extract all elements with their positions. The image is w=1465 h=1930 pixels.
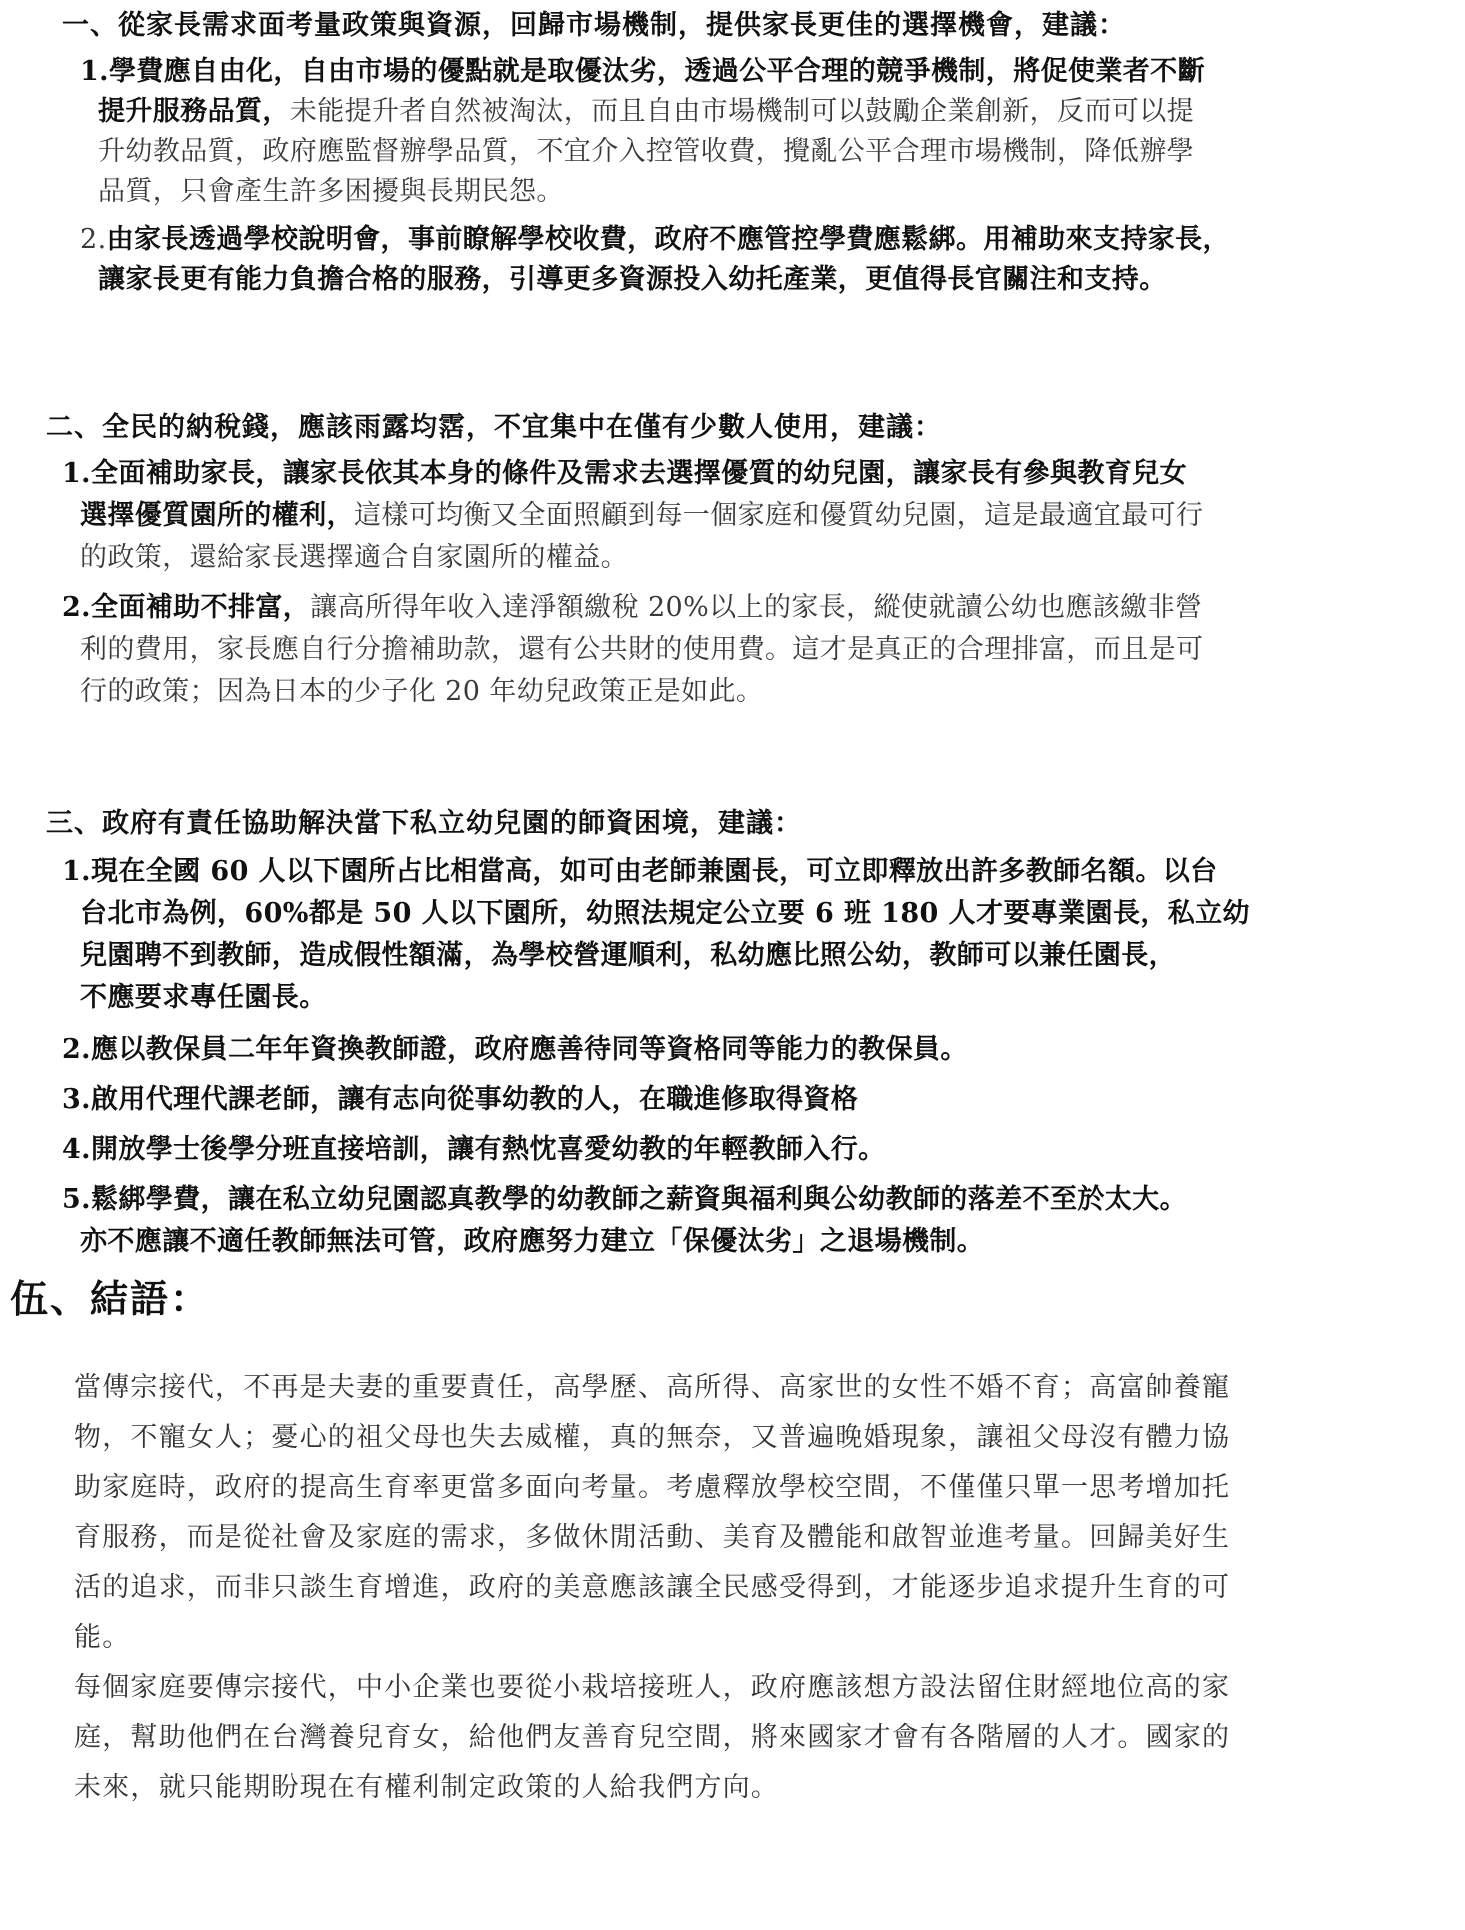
- section-3-item-4: [62, 1130, 886, 1170]
- section-3-item-1-line-3: [80, 936, 1176, 976]
- section-1-item-1-line-2: [98, 92, 1194, 132]
- text-run: 1.學費應自由化，自由市場的優點就是取優汰劣，透過公平合理的競爭機制，將促使業者不斷: [80, 56, 1205, 87]
- text-run: 行的政策；因為日本的少子化 20 年幼兒政策正是如此。: [80, 676, 764, 707]
- section-1-item-2-line-2: [98, 260, 1167, 300]
- section-1-item-1-line-4: [98, 172, 564, 212]
- section-2-item-2-line-3: [80, 672, 763, 712]
- section-1-item-1-line-3: [98, 132, 1194, 172]
- text-run: 台北市為例，60%都是 50 人以下園所，幼照法規定公立要 6 班 180 人才要專業園長，私立幼: [80, 898, 1250, 929]
- section-1-item-2-line-1: [80, 220, 1230, 260]
- text-run: 2.應以教保員二年年資換教師證，政府應善待同等資格同等能力的教保員。: [62, 1034, 968, 1065]
- text-run: 利的費用，家長應自行分擔補助款，還有公共財的使用費。這才是真正的合理排富，而且是可: [80, 634, 1204, 665]
- text-run: 不應要求專任園長。: [80, 982, 327, 1013]
- section-3-item-1-line-1: [62, 852, 1218, 892]
- text-run: 選擇優質園所的權利，: [80, 500, 354, 531]
- section-2-item-1-line-3: [80, 538, 628, 578]
- text-run: 讓家長更有能力負擔合格的服務，引導更多資源投入幼托產業，更值得長官關注和支持。: [98, 264, 1167, 295]
- section-3-item-1-line-4: [80, 978, 327, 1018]
- text-run: 讓高所得年收入達淨額繳稅 20%以上的家長，縱使就讀公幼也應該繳非營: [310, 592, 1203, 623]
- text-run: 4.開放學士後學分班直接培訓，讓有熱忱喜愛幼教的年輕教師入行。: [62, 1134, 886, 1165]
- section-3-item-5-line-2: [80, 1222, 984, 1262]
- conclusion-p1-line-6: 能。: [74, 1622, 131, 1653]
- text-run: 提升服務品質，: [98, 96, 290, 127]
- section-3-item-5-line-1: [62, 1180, 1187, 1220]
- section-2-item-1-line-2: [80, 496, 1203, 536]
- text-run: 2.: [80, 224, 107, 255]
- conclusion-p2-line-1: 每個家庭要傳宗接代，中小企業也要從小栽培接班人，政府應該想方設法留住財經地位高的家: [74, 1672, 1231, 1703]
- conclusion-heading: 伍、結語：: [10, 1276, 211, 1321]
- section-2-item-2-line-2: [80, 630, 1203, 670]
- section-3-item-3: [62, 1080, 858, 1120]
- section-3-heading: 三、政府有責任協助解決當下私立幼兒園的師資困境，建議：: [46, 808, 802, 839]
- text-run: 的政策，還給家長選擇適合自家園所的權益。: [80, 542, 628, 573]
- text-run: 5.鬆綁學費，讓在私立幼兒園認真教學的幼教師之薪資與福利與公幼教師的落差不至於太大。: [62, 1184, 1187, 1215]
- section-1-item-1-line-1: [80, 52, 1205, 92]
- conclusion-p2-line-3: 未來，就只能期盼現在有權利制定政策的人給我們方向。: [74, 1772, 779, 1803]
- text-run: 未能提升者自然被淘汰，而且自由市場機制可以鼓勵企業創新，反而可以提: [289, 96, 1195, 127]
- conclusion-p2-line-2: 庭，幫助他們在台灣養兒育女，給他們友善育兒空間，將來國家才會有各階層的人才。國家的: [74, 1722, 1231, 1753]
- text-run: 這樣可均衡又全面照顧到每一個家庭和優質幼兒園，這是最適宜最可行: [354, 500, 1204, 531]
- conclusion-p1-line-3: 助家庭時，政府的提高生育率更當多面向考量。考慮釋放學校空間，不僅僅只單一思考增加托: [74, 1472, 1231, 1503]
- conclusion-p1-line-5: 活的追求，而非只談生育增進，政府的美意應該讓全民感受得到，才能逐步追求提升生育的可: [74, 1572, 1231, 1603]
- conclusion-p1-line-2: 物，不寵女人；憂心的祖父母也失去威權，真的無奈，又普遍晚婚現象，讓祖父母沒有體力協: [74, 1422, 1231, 1453]
- text-run: 亦不應讓不適任教師無法可管，政府應努力建立「保優汰劣」之退場機制。: [80, 1226, 985, 1257]
- text-run: 由家長透過學校說明會，事前瞭解學校收費，政府不應管控學費應鬆綁。用補助來支持家長，: [106, 224, 1230, 255]
- section-2-heading: 二、全民的納稅錢，應該雨露均霑，不宜集中在僅有少數人使用，建議：: [46, 412, 942, 443]
- conclusion-p1-line-4: 育服務，而是從社會及家庭的需求，多做休閒活動、美育及體能和啟智並進考量。回歸美好生: [74, 1522, 1231, 1553]
- text-run: 2.全面補助不排富，: [62, 592, 311, 623]
- section-3-item-1-line-2: [80, 894, 1250, 934]
- section-3-item-2: [62, 1030, 968, 1070]
- section-2-item-2-line-1: [62, 588, 1202, 628]
- text-run: 兒園聘不到教師，造成假性額滿，為學校營運順利，私幼應比照公幼，教師可以兼任園長，: [80, 940, 1176, 971]
- text-run: 3.啟用代理代課老師，讓有志向從事幼教的人，在職進修取得資格: [62, 1084, 859, 1115]
- conclusion-p1-line-1: 當傳宗接代，不再是夫妻的重要責任，高學歷、高所得、高家世的女性不婚不育；高富帥養寵: [74, 1372, 1231, 1403]
- text-run: 品質，只會產生許多困擾與長期民怨。: [98, 176, 564, 207]
- text-run: 1.全面補助家長，讓家長依其本身的條件及需求去選擇優質的幼兒園，讓家長有參與教育兒女: [62, 458, 1187, 489]
- text-run: 1.現在全國 60 人以下園所占比相當高，如可由老師兼園長，可立即釋放出許多教師名額。以台: [62, 856, 1218, 887]
- section-1-heading: 一、從家長需求面考量政策與資源，回歸市場機制，提供家長更佳的選擇機會，建議：: [62, 10, 1126, 41]
- section-2-item-1-line-1: [62, 454, 1187, 494]
- text-run: 升幼教品質，政府應監督辦學品質，不宜介入控管收費，攪亂公平合理市場機制，降低辦學: [98, 136, 1194, 167]
